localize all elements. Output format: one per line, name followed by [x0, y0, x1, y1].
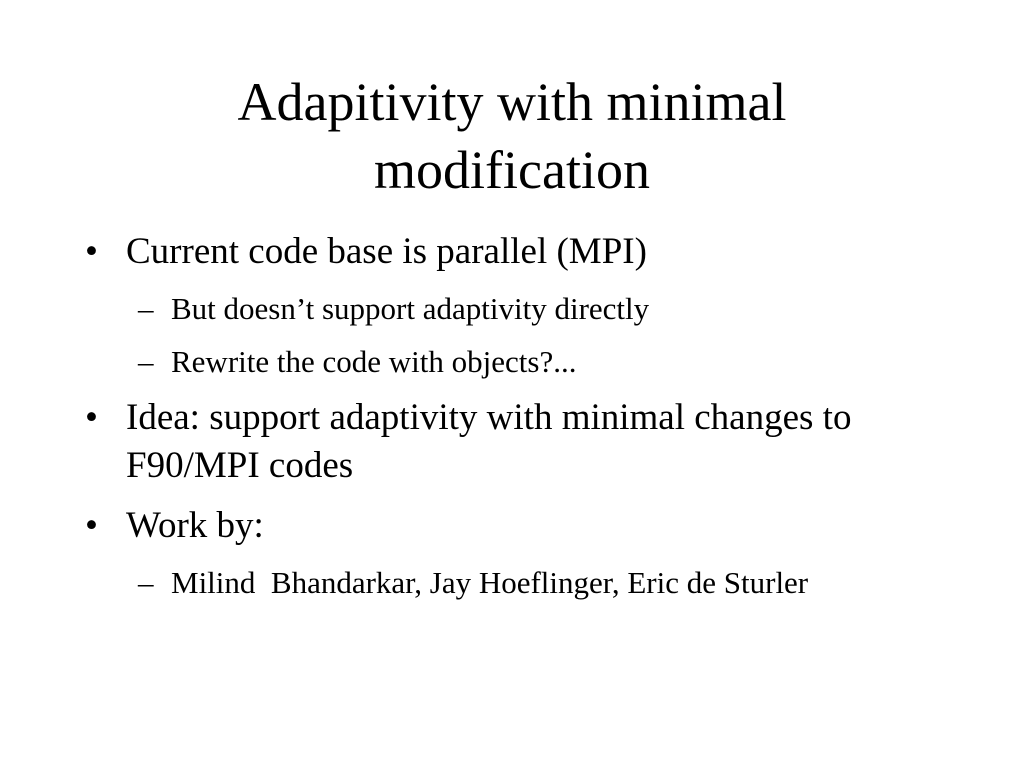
bullet-text: Current code base is parallel (MPI)	[126, 231, 647, 272]
bullet-text: Idea: support adaptivity with minimal changes to F90/MPI codes	[126, 397, 852, 486]
bullet-marker: •	[85, 397, 98, 438]
sub-bullet-item	[82, 342, 942, 382]
sub-bullet-item	[82, 563, 942, 603]
bullet-marker: •	[85, 231, 98, 272]
sub-bullet-text: But doesn’t support adaptivity directly	[171, 291, 650, 326]
dash-marker: –	[138, 291, 154, 326]
sub-bullet-item	[82, 289, 942, 329]
bullet-marker: •	[85, 505, 98, 546]
dash-marker: –	[138, 344, 154, 379]
dash-marker: –	[138, 565, 154, 600]
sub-bullet-text: Rewrite the code with objects?...	[171, 344, 577, 379]
slide-title: Adapitivity with minimal modification	[237, 72, 787, 200]
bullet-text: Work by:	[126, 505, 264, 546]
slide-body	[82, 228, 942, 603]
bullet-item	[82, 228, 942, 276]
bullet-item	[82, 394, 942, 490]
bullet-item	[82, 502, 942, 550]
sub-bullet-text: Milind Bhandarkar, Jay Hoeflinger, Eric de Sturler	[171, 565, 809, 600]
